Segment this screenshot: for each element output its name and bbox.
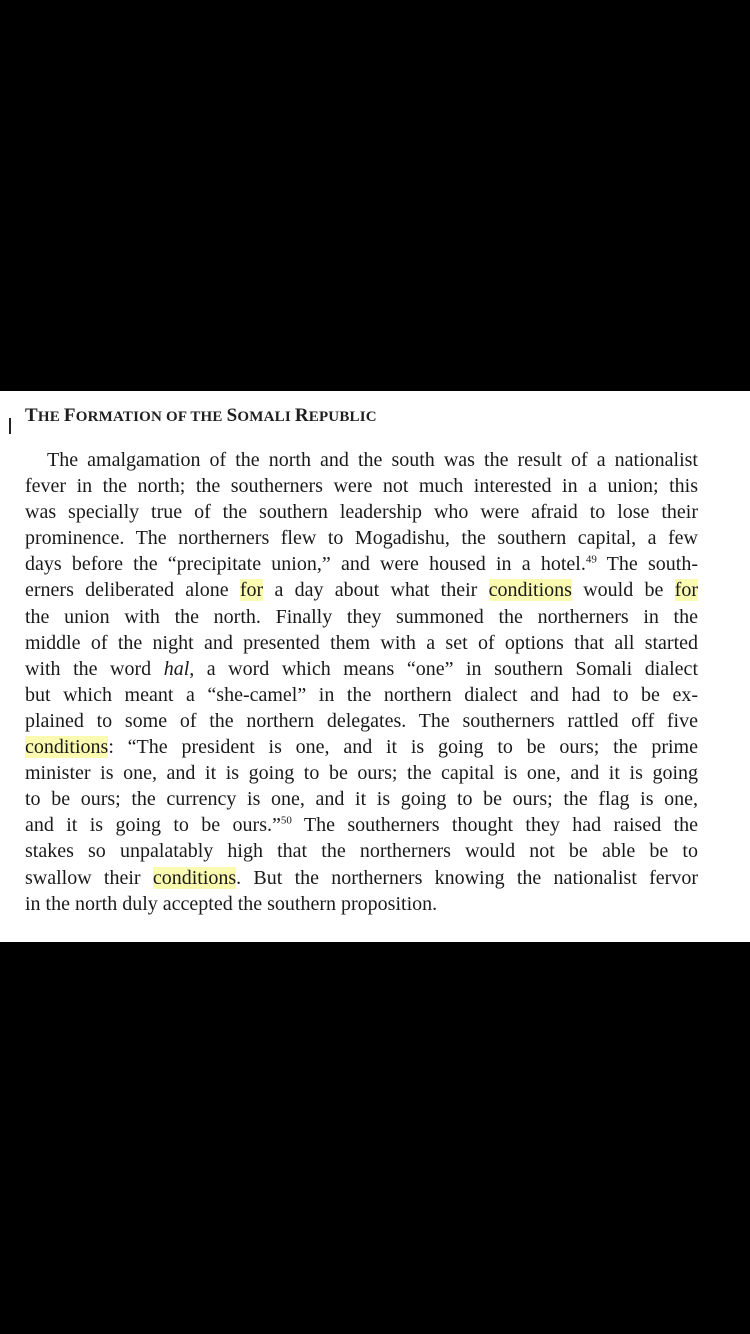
heading-text: HE — [37, 409, 64, 425]
highlighted-word[interactable]: conditions — [152, 866, 237, 889]
highlighted-word[interactable]: for — [674, 579, 698, 602]
text-span[interactable]: swallow their — [25, 866, 153, 889]
text-line[interactable]: plained to some of the northern delegates. The southerners rattled off five — [25, 709, 698, 732]
text-span[interactable]: erners deliberated alone — [25, 579, 240, 602]
text-span[interactable]: with the word — [25, 657, 164, 680]
heading-text: F — [63, 405, 76, 426]
text-line[interactable]: in the north duly accepted the southern proposition. — [25, 892, 438, 915]
heading-text: T — [25, 405, 38, 426]
text-line[interactable]: the union with the north. Finally they summoned the northerners in the — [25, 605, 698, 628]
heading-text: EPUBLIC — [308, 409, 377, 425]
text-line[interactable]: but which meant a “she-camel” in the northern dialect and had to be ex- — [25, 683, 698, 706]
text-line[interactable] — [25, 551, 698, 577]
text-line[interactable]: to be ours; the currency is one, and it is going to be ours; the flag is one, — [25, 788, 698, 811]
section-heading — [25, 405, 377, 427]
text-line[interactable]: stakes so unpalatably high that the northerners would not be able be to — [25, 840, 698, 863]
text-line[interactable]: minister is one, and it is going to be ours; the capital is one, and it is going — [25, 762, 698, 785]
text-span[interactable]: and it is going to be ours.” — [25, 814, 281, 837]
top-letterbox — [0, 0, 750, 391]
text-line[interactable]: fever in the north; the southerners were not much interested in a union; this — [25, 475, 698, 498]
body-paragraph[interactable] — [25, 447, 698, 917]
text-span[interactable]: : “The president is one, and it is going to be ours; the prime — [108, 736, 698, 759]
text-span[interactable]: a word which means “one” in southern Somali dialect — [194, 657, 698, 680]
text-line[interactable]: was specially true of the southern leadership who were afraid to lose their — [25, 501, 698, 524]
italic-word[interactable]: hal, — [163, 657, 195, 680]
text-line[interactable]: middle of the night and presented them with a set of options that all started — [25, 631, 698, 654]
text-span[interactable]: a day about what their — [263, 579, 489, 602]
margin-bar — [9, 418, 11, 434]
heading-text: ORMATION OF THE — [75, 409, 227, 425]
text-line[interactable] — [25, 812, 698, 838]
heading-text: S — [226, 405, 238, 426]
heading-text: OMALI — [237, 409, 295, 425]
text-line[interactable] — [25, 577, 698, 603]
text-span[interactable]: The south- — [596, 553, 698, 576]
highlighted-word[interactable]: conditions — [25, 736, 109, 759]
text-line[interactable]: prominence. The northerners flew to Mogadishu, the southern capital, a few — [25, 527, 698, 550]
text-span[interactable]: . But the northerners knowing the nationalist fervor — [236, 866, 698, 889]
text-line[interactable] — [25, 656, 698, 682]
footnote-ref[interactable]: 50 — [280, 814, 292, 827]
text-line[interactable]: The amalgamation of the north and the south was the result of a nationalist — [47, 449, 698, 471]
text-span[interactable]: The southerners thought they had raised the — [291, 814, 699, 837]
text-line[interactable] — [25, 865, 698, 891]
footnote-ref[interactable]: 49 — [585, 553, 597, 566]
text-line[interactable] — [25, 734, 698, 760]
book-page — [0, 391, 750, 942]
highlighted-word[interactable]: conditions — [488, 579, 572, 602]
text-span[interactable]: days before the “precipitate union,” and were housed in a hotel. — [25, 553, 586, 576]
text-span[interactable]: would be — [571, 579, 675, 602]
heading-text: R — [294, 405, 309, 426]
highlighted-word[interactable]: for — [239, 579, 264, 602]
bottom-letterbox — [0, 942, 750, 1334]
